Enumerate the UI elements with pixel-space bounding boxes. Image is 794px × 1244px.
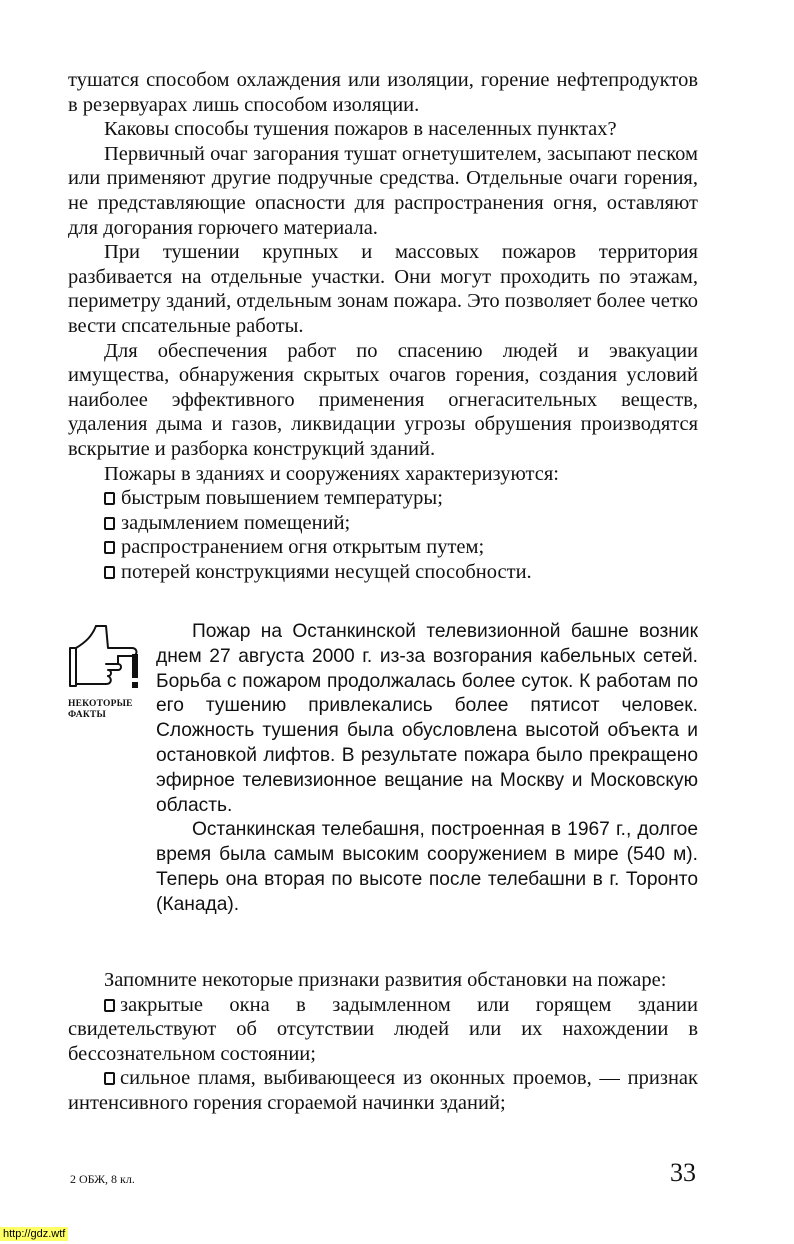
facts-paragraph-ostankino-fire: Пожар на Останкинской телевизионной башне возник днем 27 августа 2000 г. из-за возгорания кабельных сетей. Борьба с пожаром продолжалась более суток. К работам по его тушению привлекались более пятисот человек. Сложность тушения была обусловлена высотой объекта и остановкой лифтов. В результате пожара было прекращено эфирное телевизионное вещание на Москву и Московскую область. [156, 621, 698, 816]
paragraph-large-fires: При тушении крупных и массовых пожаров территория разбивается на отдельные участки. Они могут проходить по этажам, периметру зданий, отдельным зонам пожара. Это позволяет более четко вести спсательные работы. [68, 241, 698, 337]
question-paragraph: Каковы способы тушения пожаров в населенных пунктах? [104, 118, 617, 141]
pointing-hand-icon [66, 622, 150, 702]
characteristics-list [68, 486, 698, 584]
list-item: сильное пламя, выбивающееся из оконных проемов, — признак интенсивного горения сгораемой начинки зданий; [68, 1067, 698, 1114]
top-text-block [68, 68, 698, 584]
list-item: закрытые окна в задымленном или горящем здании свидетельствуют об отсутствии людей или их нахождении в бессознательном состоянии; [68, 993, 698, 1065]
print-signature: 2 ОБЖ, 8 кл. [70, 1172, 135, 1186]
list-item: потерей конструкциями несущей способности. [68, 560, 698, 585]
checkbox-bullet-icon [104, 566, 115, 579]
facts-block [156, 620, 698, 918]
paragraph-primary-fire: Первичный очаг загорания тушат огнетушителем, засыпают песком или применяют другие подручные средства. Отдельные очаги горения, не представляющие опасности для распространения огня, оставляют для догорания горючего материала. [68, 142, 698, 239]
checkbox-bullet-icon [104, 517, 115, 530]
checkbox-bullet-icon [104, 492, 115, 505]
paragraph-characteristics-intro: Пожары в зданиях и сооружениях характеризуются: [104, 462, 559, 485]
signs-intro: Запомните некоторые признаки развития обстановки на пожаре: [104, 969, 667, 991]
watermark-url: http://gdz.wtf [0, 1227, 68, 1241]
facts-paragraph-tower-height: Останкинская телебашня, построенная в 1967 г., долгое время была самым высоким сооружением в мире (540 м). Теперь она вторая по высоте после телебашни в г. Торонто (Канада). [156, 819, 698, 915]
bottom-text-block [68, 968, 698, 1116]
page-number: 33 [670, 1158, 696, 1187]
checkbox-bullet-icon [104, 1072, 115, 1085]
checkbox-bullet-icon [104, 541, 115, 554]
paragraph-rescue-works: Для обеспечения работ по спасению людей и эвакуации имущества, обнаружения скрытых очагов горения, создания условий наиболее эффективного применения огнегасительных веществ, удаления дыма и газов, ликвидации угрозы обрушения производятся вскрытие и разборка конструкций зданий. [68, 339, 698, 460]
list-item: быстрым повышением температуры; [68, 486, 698, 511]
paragraph-continuation: тушатся способом охлаждения или изоляции, горение нефтепродуктов в резервуарах лишь способом изоляции. [68, 69, 698, 116]
list-item: задымлением помещений; [68, 511, 698, 536]
checkbox-bullet-icon [104, 999, 115, 1012]
facts-icon-label: НЕКОТОРЫЕ ФАКТЫ [68, 699, 133, 720]
list-item: распространением огня открытым путем; [68, 535, 698, 560]
